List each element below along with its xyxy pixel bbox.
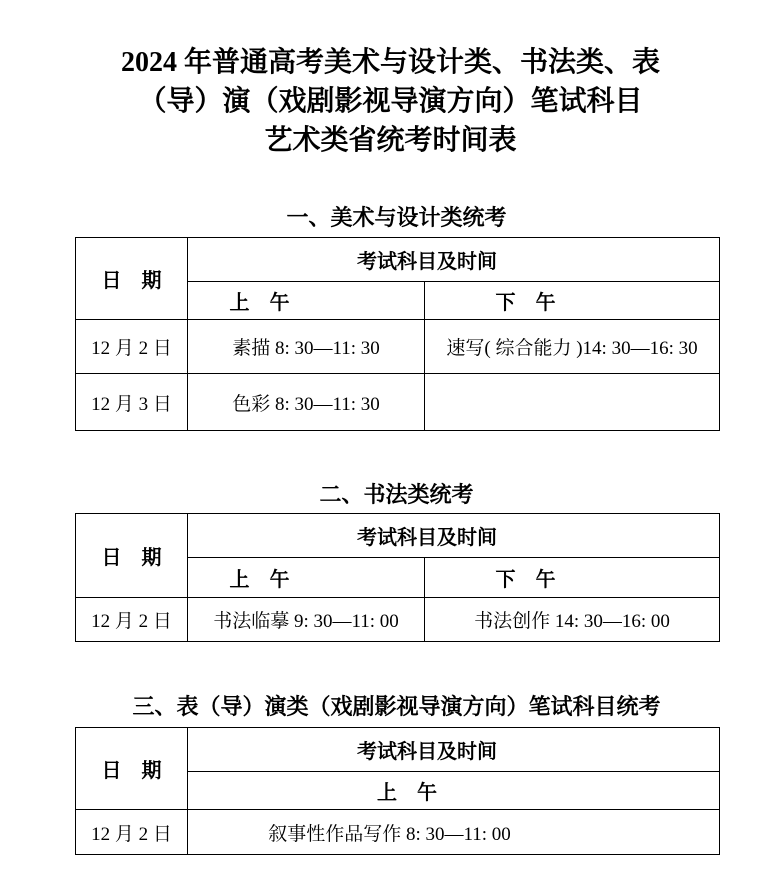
afternoon-exam-cell: 书法创作 14: 30—16: 00	[425, 598, 720, 642]
table-header-row	[76, 514, 720, 558]
afternoon-column-header: 下 午	[425, 558, 720, 598]
morning-column-header: 上 午	[188, 772, 720, 810]
date-cell: 12 月 2 日	[76, 598, 188, 642]
table-row	[76, 320, 720, 374]
section-performance-directing	[0, 692, 781, 855]
document-title: 2024 年普通高考美术与设计类、书法类、表 （导）演（戏剧影视导演方向）笔试科目 艺术类省统考时间表	[120, 47, 660, 156]
morning-exam-cell: 书法临摹 9: 30—11: 00	[188, 598, 425, 642]
exam-table-art-design	[75, 237, 720, 431]
date-cell: 12 月 2 日	[76, 810, 188, 855]
subject-time-header: 考试科目及时间	[188, 514, 720, 558]
afternoon-column-header: 下 午	[425, 282, 720, 320]
subject-time-header: 考试科目及时间	[188, 238, 720, 282]
table-row	[76, 598, 720, 642]
subject-time-header: 考试科目及时间	[188, 728, 720, 772]
section-heading-calligraphy: 二、书法类统考	[319, 482, 474, 507]
date-cell: 12 月 3 日	[76, 374, 188, 431]
afternoon-exam-cell: 速写( 综合能力 )14: 30—16: 30	[425, 320, 720, 374]
section-art-design	[0, 203, 781, 431]
morning-column-header: 上 午	[188, 558, 425, 598]
section-heading-performance-directing: 三、表（导）演类（戏剧影视导演方向）笔试科目统考	[132, 694, 661, 719]
section-calligraphy	[0, 480, 781, 642]
morning-column-header: 上 午	[188, 282, 425, 320]
date-column-header: 日 期	[76, 728, 188, 810]
date-column-header: 日 期	[76, 238, 188, 320]
exam-table-calligraphy	[75, 513, 720, 642]
morning-exam-cell: 色彩 8: 30—11: 30	[188, 374, 425, 431]
morning-exam-cell: 叙事性作品写作 8: 30—11: 00	[188, 810, 720, 855]
table-header-row	[76, 238, 720, 282]
exam-table-performance-directing	[75, 727, 720, 855]
table-row	[76, 374, 720, 431]
morning-exam-cell: 素描 8: 30—11: 30	[188, 320, 425, 374]
date-cell: 12 月 2 日	[76, 320, 188, 374]
section-heading-art-design: 一、美术与设计类统考	[286, 205, 507, 230]
table-header-row	[76, 728, 720, 772]
date-column-header: 日 期	[76, 514, 188, 598]
afternoon-exam-cell	[425, 374, 720, 431]
table-row	[76, 810, 720, 855]
